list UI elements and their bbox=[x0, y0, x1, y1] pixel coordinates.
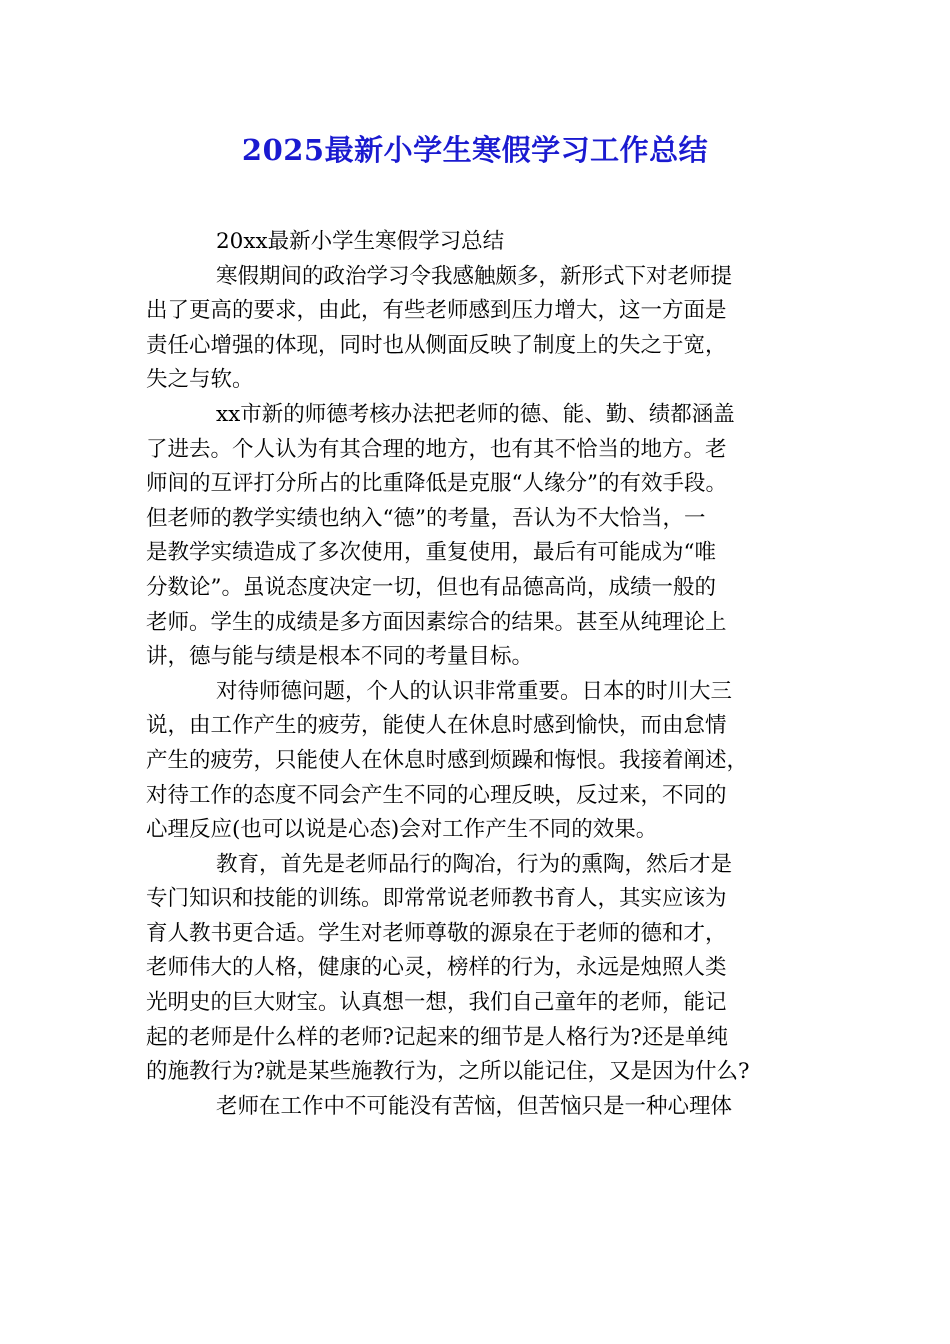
paragraph-line: 心理反应(也可以说是心态)会对工作产生不同的效果。 bbox=[146, 817, 658, 843]
paragraph-line: 专门知识和技能的训练。即常常说老师教书育人，其实应该为 bbox=[146, 886, 727, 912]
paragraph-line: 对待师德问题，个人的认识非常重要。日本的时川大三 bbox=[216, 678, 733, 704]
document-title: 2025最新小学生寒假学习工作总结 bbox=[241, 133, 709, 167]
paragraph-line: 老师在工作中不可能没有苦恼，但苦恼只是一种心理体 bbox=[216, 1093, 733, 1119]
paragraph-line: 光明史的巨大财宝。认真想一想，我们自己童年的老师，能记 bbox=[146, 990, 727, 1016]
paragraph-line: 失之与软。 bbox=[146, 367, 254, 393]
paragraph-line: 说，由工作产生的疲劳，能使人在休息时感到愉快，而由怠情 bbox=[146, 713, 727, 739]
paragraph-line: 出了更高的要求，由此，有些老师感到压力增大，这一方面是 bbox=[146, 298, 727, 324]
document-body bbox=[146, 225, 806, 1124]
paragraph-line: 育人教书更合适。学生对老师尊敬的源泉在于老师的德和才， bbox=[146, 920, 727, 946]
paragraph-line: 20xx最新小学生寒假学习总结 bbox=[216, 229, 505, 254]
paragraph-line: 产生的疲劳，只能使人在休息时感到烦躁和悔恨。我接着阐述， bbox=[146, 747, 749, 773]
paragraph-line: 教育，首先是老师品行的陶冶，行为的熏陶，然后才是 bbox=[216, 851, 733, 877]
paragraph-line: 起的老师是什么样的老师?记起来的细节是人格行为?还是单纯 bbox=[146, 1024, 729, 1050]
paragraph-line: 的施教行为?就是某些施教行为，之所以能记住，又是因为什么? bbox=[146, 1059, 750, 1085]
paragraph-line: 老师伟大的人格，健康的心灵，榜样的行为，永远是烛照人类 bbox=[146, 955, 727, 981]
paragraph-line: 责任心增强的体现，同时也从侧面反映了制度上的失之于宽， bbox=[146, 332, 727, 358]
paragraph-line: 寒假期间的政治学习令我感触颇多，新形式下对老师提 bbox=[216, 263, 733, 289]
paragraph-line: 讲，德与能与绩是根本不同的考量目标。 bbox=[146, 644, 534, 670]
paragraph-line: 分数论”。虽说态度决定一切，但也有品德高尚，成绩一般的 bbox=[146, 574, 716, 600]
paragraph-line: 对待工作的态度不同会产生不同的心理反映，反过来，不同的 bbox=[146, 782, 727, 808]
paragraph-line: 了进去。个人认为有其合理的地方，也有其不恰当的地方。老 bbox=[146, 436, 727, 462]
paragraph-line: 是教学实绩造成了多次使用，重复使用，最后有可能成为“唯 bbox=[146, 540, 716, 566]
paragraph-line: xx市新的师德考核办法把老师的德、能、勤、绩都涵盖 bbox=[216, 401, 735, 427]
paragraph-line: 老师。学生的成绩是多方面因素综合的结果。甚至从纯理论上 bbox=[146, 609, 727, 635]
paragraph-line: 但老师的教学实绩也纳入“德”的考量，吾认为不大恰当，一 bbox=[146, 505, 706, 531]
paragraph-line: 师间的互评打分所占的比重降低是克服“人缘分”的有效手段。 bbox=[146, 471, 727, 497]
